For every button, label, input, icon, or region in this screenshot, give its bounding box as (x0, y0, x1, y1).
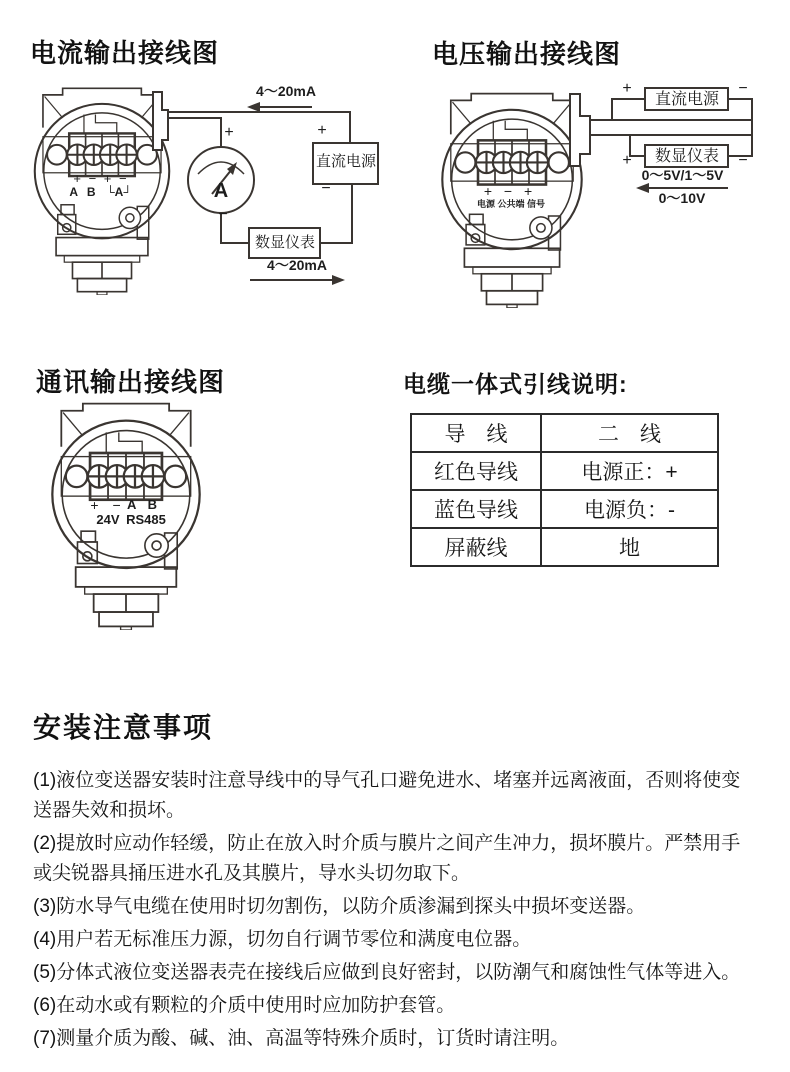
install-note: (5)分体式液位变送器表壳在接线后应做到良好密封，以防潮气和腐蚀性气体等进入。 (33, 962, 741, 983)
terminal-loop-label: └A┘ (106, 185, 132, 199)
install-note: (1)液位变送器安装时注意导线中的导气孔口避免进水、堵塞并远离液面，否则将使变送器失效和损坏。 (33, 770, 741, 821)
left-arrowhead-icon (247, 102, 260, 112)
terminal-signs-power: + − (90, 497, 126, 513)
install-note: (3)防水导气电缆在使用时切勿割伤，以防介质渗漏到探头中损坏变送器。 (33, 896, 646, 917)
power-box-label: 直流电源 (654, 91, 719, 108)
install-note: (7)测量介质为酸、碱、油、高温等特殊介质时，订货时请注明。 (33, 1028, 570, 1049)
terminal-names: 电源 公共端 信号 (476, 199, 545, 209)
voltage-range-2: 0～10V (658, 190, 706, 206)
signal-label-top: 4～20mA (256, 83, 316, 99)
comm-diagram-title: 通讯输出接线图 (36, 367, 226, 397)
table-header-twowire: 二 线 (541, 414, 718, 452)
display-minus-label: − (738, 152, 748, 169)
power-plus-label: + (622, 80, 632, 97)
signal-label-bottom: 4～20mA (267, 257, 327, 273)
table-cell: 电源负：- (541, 490, 718, 528)
install-note: (4)用户若无标准压力源，切勿自行调节零位和满度电位器。 (33, 929, 532, 950)
install-notes-section (33, 706, 749, 1057)
current-diagram-title: 电流输出接线图 (30, 38, 220, 68)
install-notes-title: 安装注意事项 (33, 712, 214, 743)
terminal-ab-label: A B (69, 185, 99, 199)
voltage-diagram-title: 电压输出接线图 (432, 39, 622, 69)
table-row (411, 452, 718, 490)
table-cell: 红色导线 (411, 452, 541, 490)
current-output-diagram (15, 70, 395, 338)
cable-pair (590, 120, 752, 135)
terminal-signs-comm: A B (127, 497, 161, 512)
power-minus-label: − (738, 80, 748, 97)
install-note: (6)在动水或有颗粒的介质中使用时应加防护套管。 (33, 995, 456, 1016)
wire-to-ammeter (168, 118, 221, 147)
table-cell: 屏蔽线 (411, 528, 541, 566)
ammeter-minus-label: − (218, 206, 228, 223)
terminal-signs: + − + − (73, 171, 129, 186)
table-cell: 蓝色导线 (411, 490, 541, 528)
voltage-output-diagram (400, 70, 785, 355)
power-box-label: 直流电源 (315, 153, 376, 170)
cable-gland (153, 92, 168, 150)
table-cell: 地 (541, 528, 718, 566)
ammeter-plus-label: + (224, 124, 234, 141)
power-minus-label: − (321, 180, 331, 197)
table-row (411, 528, 718, 566)
table-row (411, 490, 718, 528)
table-header-row (411, 414, 718, 452)
terminal-rs485-label: RS485 (126, 512, 166, 527)
display-plus-label: + (622, 152, 632, 169)
wire-common-return (728, 99, 752, 156)
install-note: (2)提放时应动作轻缓，防止在放入时介质与膜片之间产生冲力，损坏膜片。严禁用手或尖锐器具捅压进水孔及其膜片，导水头切勿取下。 (33, 833, 741, 884)
voltage-range-1: 0～5V/1～5V (641, 167, 724, 183)
display-box-label: 数显仪表 (254, 234, 315, 251)
power-plus-label: + (317, 122, 327, 139)
wire-to-power (612, 99, 645, 120)
table-header-wire: 导 线 (411, 414, 541, 452)
table-cell: 电源正：+ (541, 452, 718, 490)
terminal-24v-label: 24V (96, 512, 120, 527)
cable-table-title: 电缆一体式引线说明: (403, 371, 628, 397)
right-arrowhead-icon (332, 275, 345, 285)
cable-lead-table (410, 413, 719, 567)
ammeter-letter: A (213, 180, 229, 202)
display-box-label: 数显仪表 (654, 148, 719, 165)
terminal-signs: + − + (483, 183, 537, 199)
cable-gland (570, 94, 590, 166)
